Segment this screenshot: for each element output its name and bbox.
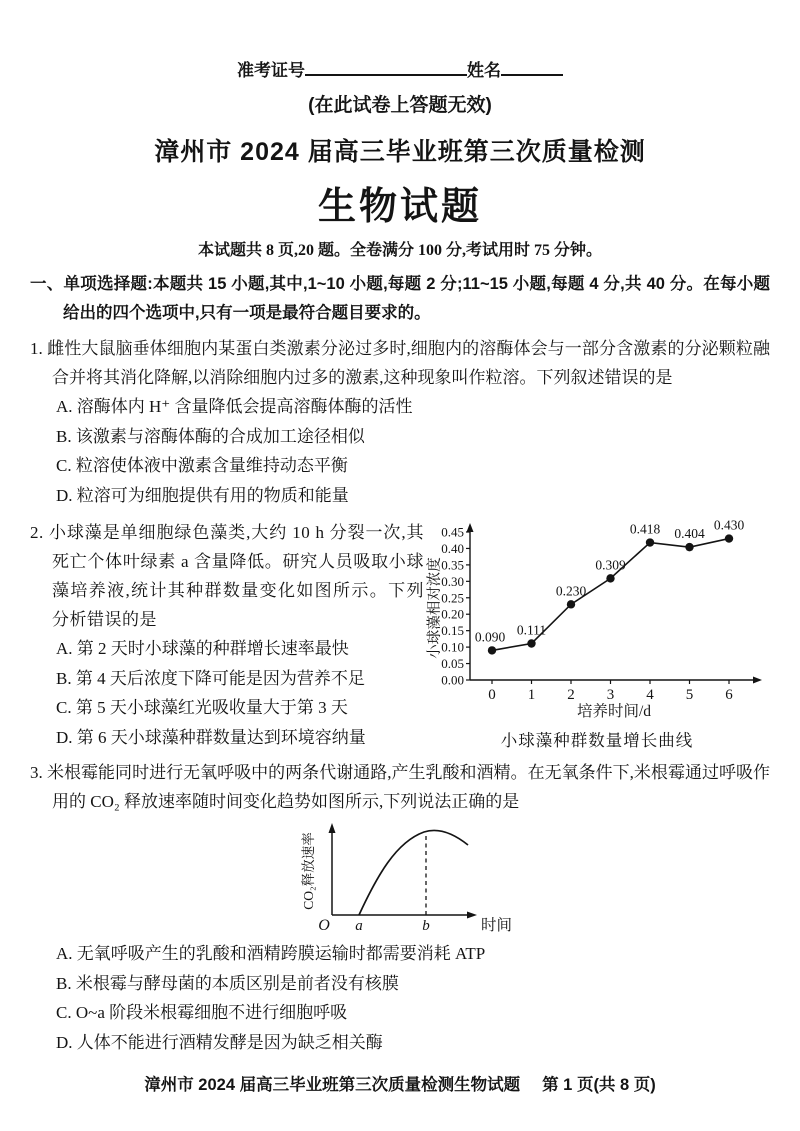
x-axis-arrow (467, 912, 477, 919)
question-1-options (56, 392, 770, 510)
question-1-text: 雌性大鼠脑垂体细胞内某蛋白类激素分泌过多时,细胞内的溶酶体会与一部分含激素的分泌颗粒融合并将其消化降解,以消除细胞内过多的激素,这种现象叫作粒溶。下列叙述错误的是 (47, 339, 771, 387)
question-3-options (56, 939, 770, 1057)
algae-chart-xlabel: 培养时间/d (576, 703, 652, 720)
svg-text:0: 0 (488, 687, 496, 703)
question-2-option-b: B. 第 4 天后浓度下降可能是因为营养不足 (56, 668, 365, 688)
co2-chart-xlabel: 时间 (481, 917, 513, 934)
svg-text:0.45: 0.45 (441, 524, 464, 540)
question-1-stem (30, 334, 770, 392)
name-label: 姓名 (467, 61, 501, 80)
co2-chart-ylabel: CO₂释放速率 (301, 832, 316, 910)
svg-text:0.25: 0.25 (441, 590, 464, 606)
exam-number-blank (305, 62, 467, 76)
question-1-option-a: A. 溶酶体内 H⁺ 含量降低会提高溶酶体酶的活性 (56, 397, 413, 416)
question-3-text: 米根霉能同时进行无氧呼吸中的两条代谢通路,产生乳酸和酒精。在无氧条件下,米根霉通过呼吸作用的 CO₂ 释放速率随时间变化趋势如图所示,下列说法正确的是 (47, 763, 771, 811)
svg-text:1: 1 (527, 687, 536, 703)
name-blank (501, 62, 563, 76)
footer-exam-name: 漳州市 2024 届高三毕业班第三次质量检测生物试题 (144, 1076, 521, 1094)
algae-chart-caption: 小球藻种群数量增长曲线 (500, 731, 694, 750)
origin-label: O (318, 917, 330, 934)
answer-notice: (在此试卷上答题无效) (308, 95, 492, 116)
y-axis-arrow (329, 823, 336, 833)
subject-title: 生物试题 (317, 186, 482, 228)
question-1-option-c: C. 粒溶使体液中激素含量维持动态平衡 (56, 456, 348, 475)
algae-chart-ylabel: 小球藻相对浓度 (427, 557, 443, 659)
question-3-option-d: D. 人体不能进行酒精发酵是因为缺乏相关酶 (56, 1032, 383, 1052)
question-3 (30, 758, 770, 1057)
question-3-figure (275, 818, 525, 939)
question-2-figure (424, 518, 770, 751)
svg-text:4: 4 (646, 687, 654, 703)
question-1-option-b: B. 该激素与溶酶体酶的合成加工途径相似 (56, 426, 365, 446)
svg-text:0.430: 0.430 (713, 520, 745, 533)
point-a-label: a (355, 918, 363, 934)
candidate-info-row (30, 56, 770, 81)
co2-release-chart (275, 818, 525, 934)
question-3-option-b: B. 米根霉与酵母菌的本质区别是前者没有核膜 (56, 973, 399, 993)
question-2-options (56, 634, 424, 752)
svg-text:0.35: 0.35 (441, 557, 464, 573)
question-3-option-c: C. O~a 阶段米根霉细胞不进行细胞呼吸 (56, 1003, 348, 1022)
question-3-number: 3. (30, 763, 43, 782)
question-2-option-c: C. 第 5 天小球藻红光吸收量大于第 3 天 (56, 698, 348, 717)
question-2 (30, 518, 770, 752)
svg-text:6: 6 (725, 687, 733, 703)
question-3-option-a: A. 无氧呼吸产生的乳酸和酒精跨膜运输时都需要消耗 ATP (56, 944, 486, 963)
svg-text:0.00: 0.00 (441, 672, 464, 688)
exam-info: 本试题共 8 页,20 题。全卷满分 100 分,考试用时 75 分钟。 (197, 242, 602, 259)
question-2-stem (30, 518, 424, 634)
question-2-number: 2. (30, 523, 44, 542)
algae-growth-chart (424, 520, 770, 720)
svg-text:0.309: 0.309 (595, 557, 626, 573)
svg-text:0.418: 0.418 (629, 521, 661, 537)
exam-number-label: 准考证号 (237, 61, 305, 80)
question-1 (30, 334, 770, 510)
svg-text:0.15: 0.15 (441, 623, 464, 639)
svg-text:0.40: 0.40 (441, 540, 464, 556)
svg-text:0.20: 0.20 (441, 606, 464, 622)
svg-text:5: 5 (685, 687, 694, 703)
page-footer (30, 1071, 770, 1095)
footer-page-number: 第 1 页(共 8 页) (542, 1076, 656, 1094)
point-b-label: b (422, 918, 430, 934)
exam-title: 漳州市 2024 届高三毕业班第三次质量检测 (154, 138, 646, 166)
svg-text:0.10: 0.10 (441, 639, 464, 655)
question-2-option-d: D. 第 6 天小球藻种群数量达到环境容纳量 (56, 727, 366, 747)
svg-text:0.30: 0.30 (441, 573, 464, 589)
svg-text:0.111: 0.111 (516, 622, 547, 638)
question-2-option-a: A. 第 2 天时小球藻的种群增长速率最快 (56, 639, 349, 658)
section-heading: 一、单项选择题:本题共 15 小题,其中,1~10 小题,每题 2 分;11~15 小题,每题 4 分,共 40 分。在每小题给出的四个选项中,只有一项是最符合题目要求的。 (30, 275, 770, 322)
question-2-text: 小球藻是单细胞绿色藻类,大约 10 h 分裂一次,其死亡个体叶绿素 a 含量降低。研究人员吸取小球藻培养液,统计其种群数量变化如图所示。下列分析错误的是 (48, 523, 425, 629)
svg-text:0.05: 0.05 (441, 656, 464, 672)
co2-curve (359, 830, 468, 915)
question-1-number: 1. (30, 339, 43, 358)
question-2-text-column (30, 518, 424, 752)
svg-text:0.090: 0.090 (474, 629, 506, 645)
svg-text:2: 2 (567, 687, 575, 703)
svg-text:0.230: 0.230 (555, 583, 587, 599)
question-3-stem (30, 758, 770, 816)
svg-text:0.404: 0.404 (674, 526, 705, 542)
question-1-option-d: D. 粒溶可为细胞提供有用的物质和能量 (56, 485, 349, 505)
svg-text:3: 3 (606, 687, 615, 703)
